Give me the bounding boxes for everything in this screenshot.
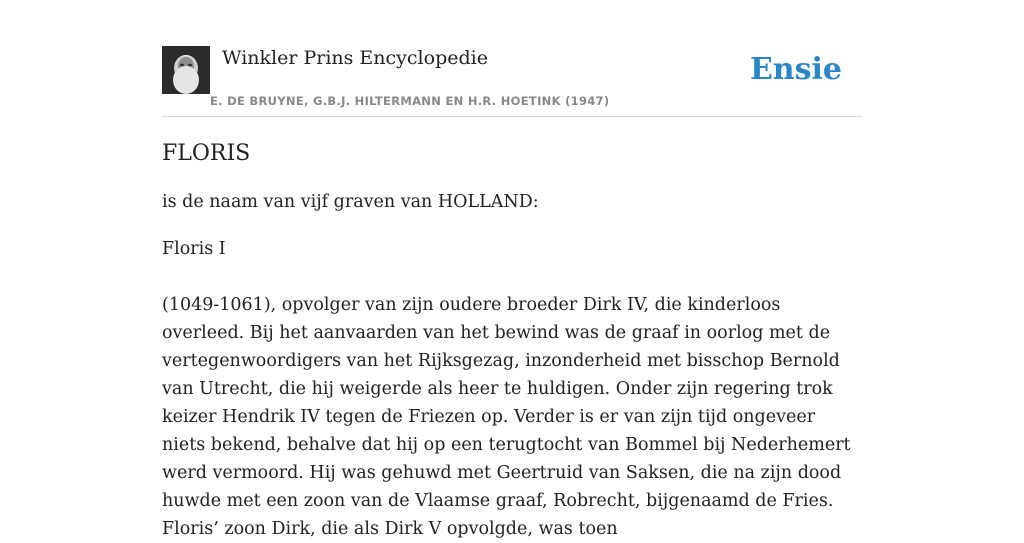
site-title[interactable]: Winkler Prins Encyclopedie <box>222 47 488 69</box>
article-body: (1049-1061), opvolger van zijn oudere broeder Dirk IV, die kinderloos overleed. Bij het aanvaarden van het bewind was de graaf in oorlog met de vertegenwoordigers van het Rijksgezag, inzonderheid met bisschop Bernold van Utrecht, die hij weigerde als heer te huldigen. Onder zijn regering trok keizer Hendrik IV tegen de Friezen op. Verder is er van zijn tijd ongeveer niets bekend, behalve dat hij op een terugtocht van Bommel bij Nederhemert werd vermoord. Hij was gehuwd met Geertruid van Saksen, die na zijn dood huwde met een zoon van de Vlaamse graaf, Robrecht, bijgenaamd de Fries. Floris’ zoon Dirk, die als Dirk V opvolgde, was toen <box>162 295 851 539</box>
authors-line: E. DE BRUYNE, G.B.J. HILTERMANN EN H.R. HOETINK (1947) <box>210 94 610 108</box>
article-title: FLORIS <box>162 141 251 166</box>
site-header <box>162 46 862 117</box>
portrait-icon <box>162 46 210 94</box>
brand-logo[interactable]: Ensie <box>749 52 842 87</box>
article-intro: is de naam van vijf graven van HOLLAND: <box>162 192 539 212</box>
section-subtitle: Floris I <box>162 239 226 259</box>
article <box>162 138 862 543</box>
author-avatar[interactable] <box>162 46 210 94</box>
